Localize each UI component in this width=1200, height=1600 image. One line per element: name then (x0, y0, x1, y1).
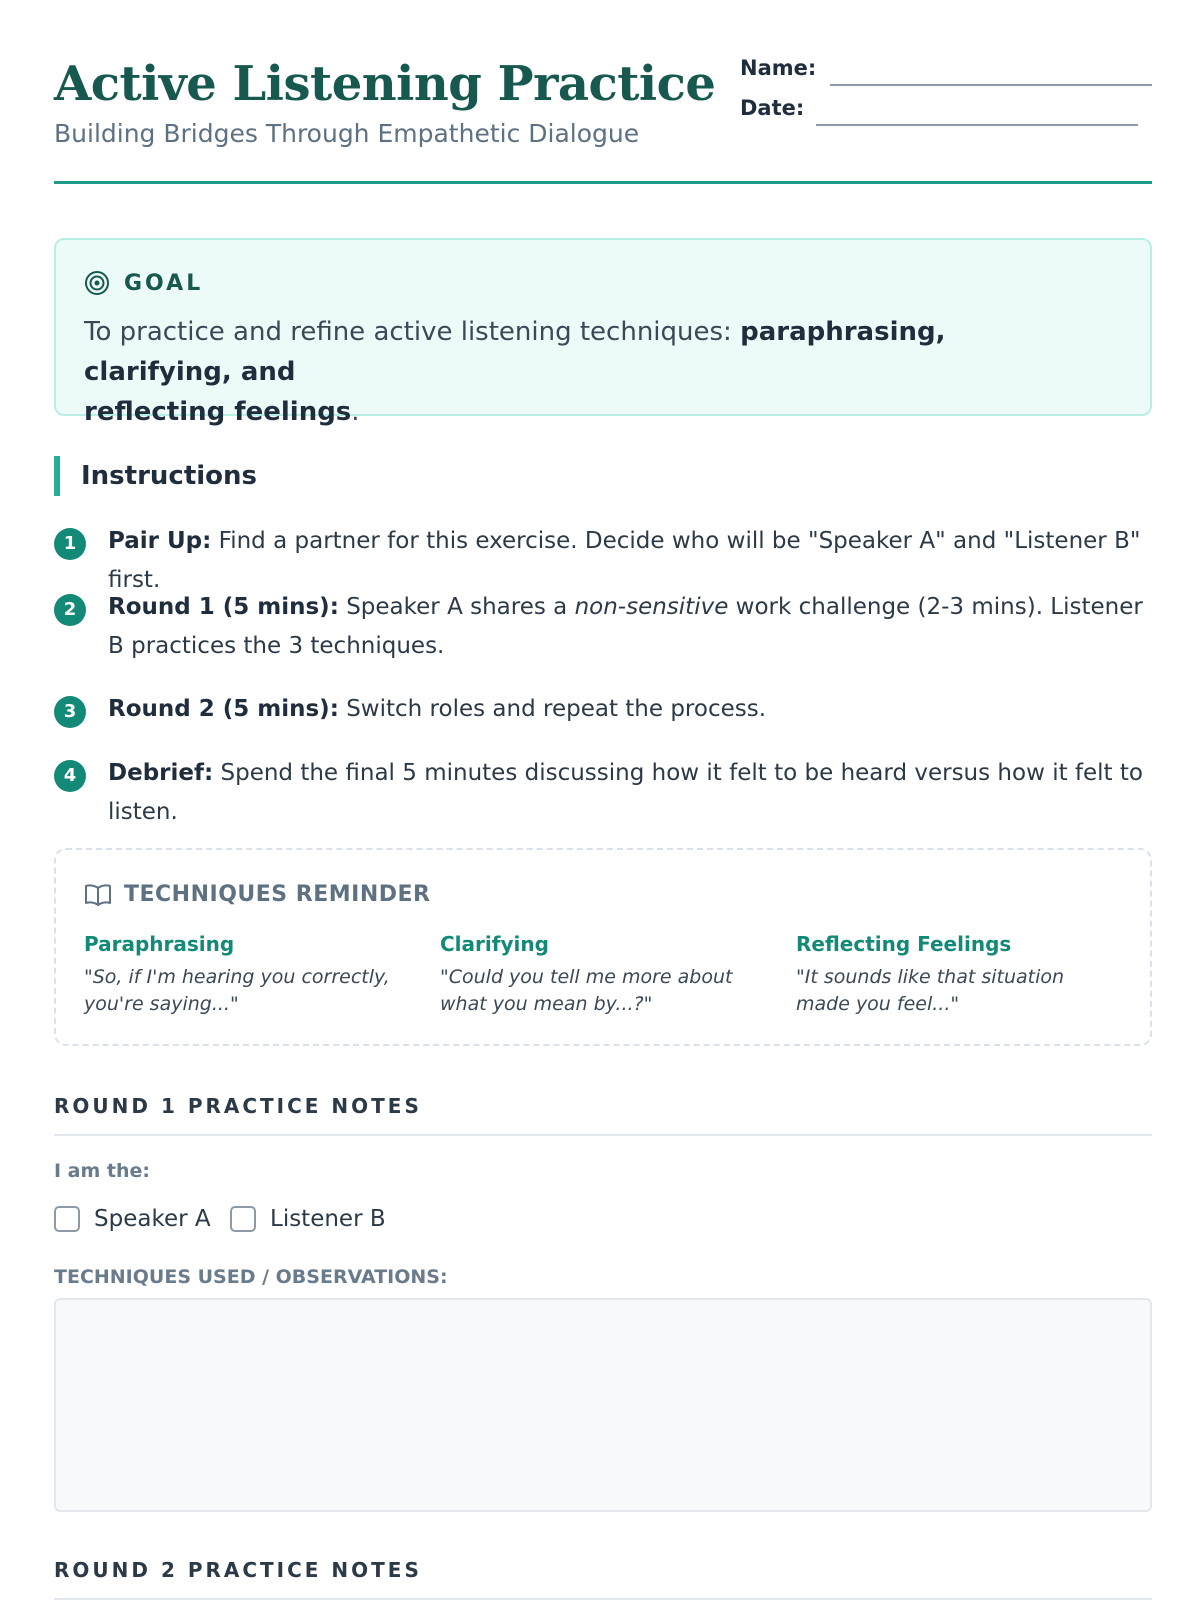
goal-box (54, 238, 1152, 427)
speaker-a-checkbox[interactable] (54, 1206, 80, 1232)
speaker-a-option[interactable] (54, 1206, 211, 1232)
role-prompt: I am the: (54, 1160, 151, 1182)
target-icon (84, 270, 110, 296)
speaker-a-label: Speaker A (94, 1206, 211, 1232)
goal-text-bold: paraphrasing, clarifying, and (84, 317, 946, 387)
step-number-badge: 1 (54, 528, 86, 560)
round1-heading (54, 1086, 1152, 1136)
technique-card (440, 932, 760, 1018)
technique-card (796, 932, 1116, 1018)
listener-b-checkbox[interactable] (230, 1206, 256, 1232)
observations-textarea[interactable] (54, 1298, 1152, 1512)
instructions-heading: Instructions (54, 456, 257, 496)
listener-b-option[interactable] (230, 1206, 386, 1232)
techniques-label: TECHNIQUES REMINDER (124, 882, 431, 907)
step-title: Debrief: (108, 760, 214, 786)
step-title: Pair Up: (108, 528, 212, 554)
technique-quote: "It sounds like that situation made you feel..." (796, 966, 1065, 1015)
book-icon (84, 883, 112, 907)
step-number-badge: 2 (54, 594, 86, 626)
step-text (108, 588, 1152, 666)
techniques-heading (84, 882, 430, 907)
techniques-reminder-box (54, 848, 1152, 1046)
step-body: Spend the final 5 minutes discussing how it felt to be heard versus how it felt to listen. (108, 760, 1143, 825)
step-number-badge: 4 (54, 760, 86, 792)
technique-name: Clarifying (440, 932, 549, 956)
technique-quote: "Could you tell me more about what you mean by...?" (440, 966, 733, 1015)
technique-name: Paraphrasing (84, 932, 235, 956)
step-body-2: work challenge (2-3 mins). Listener B practices the 3 techniques. (108, 594, 1143, 659)
name-label: Name: (740, 56, 817, 80)
goal-text-bold-2: reflecting feelings (84, 397, 352, 427)
step-body: Find a partner for this exercise. Decide who will be "Speaker A" and "Listener B" first. (108, 528, 1141, 593)
goal-heading (84, 270, 203, 296)
goal-text-plain: To practice and refine active listening techniques: (84, 317, 741, 347)
worksheet-page (54, 0, 1152, 1582)
technique-card (84, 932, 404, 1018)
date-label: Date: (740, 96, 805, 120)
round1-heading-text: ROUND 1 PRACTICE NOTES (54, 1094, 422, 1118)
step-text (108, 690, 1152, 729)
step-emphasis: non-sensitive (574, 594, 729, 620)
step-body: Speaker A shares a (338, 594, 575, 620)
worksheet-header (54, 0, 1152, 184)
step-text (108, 754, 1152, 832)
round2-heading-text: ROUND 2 PRACTICE NOTES (54, 1558, 422, 1582)
round2-heading (54, 1550, 1152, 1600)
step-number-badge: 3 (54, 696, 86, 728)
goal-text-end: . (351, 397, 360, 427)
observations-label: TECHNIQUES USED / OBSERVATIONS: (54, 1266, 448, 1288)
page-title: Active Listening Practice (54, 56, 716, 112)
technique-quote: "So, if I'm hearing you correctly, you're saying..." (84, 966, 390, 1015)
page-subtitle: Building Bridges Through Empathetic Dialogue (54, 119, 640, 148)
goal-text (84, 312, 1094, 432)
name-field[interactable] (830, 84, 1152, 86)
goal-label: GOAL (124, 270, 204, 296)
listener-b-label: Listener B (270, 1206, 386, 1232)
step-title: Round 1 (5 mins): (108, 594, 339, 620)
date-field[interactable] (816, 124, 1138, 126)
technique-name: Reflecting Feelings (796, 932, 1012, 956)
step-title: Round 2 (5 mins): (108, 696, 339, 722)
step-body: Switch roles and repeat the process. (338, 696, 767, 722)
